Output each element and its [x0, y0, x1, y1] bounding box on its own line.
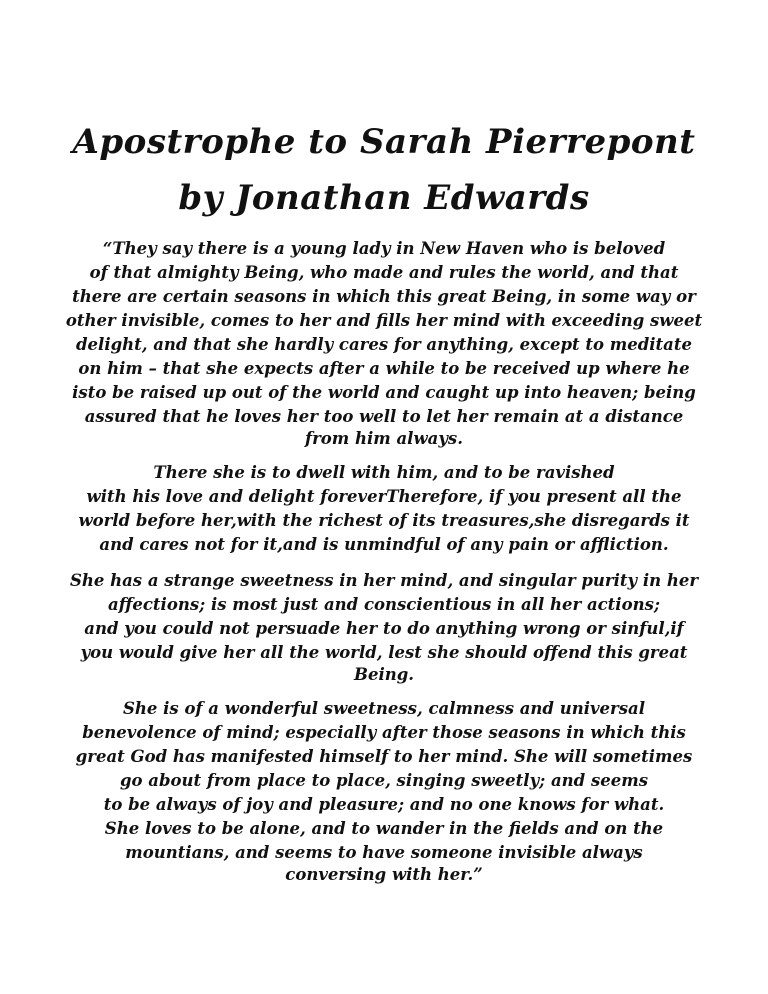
- paragraph-2-line-2: with his love and delight foreverTherefore, if you present all the: [86, 487, 682, 506]
- paragraph-2-line-1: There she is to dwell with him, and to be ravished: [153, 463, 615, 482]
- paragraph-4-line-6: She loves to be alone, and to wander in the fields and on the: [104, 819, 664, 838]
- paragraph-1-line-8: assured that he loves her too well to let her remain at a distance: [84, 407, 684, 426]
- paragraph-4-line-4: go about from place to place, singing sweetly; and seems: [119, 771, 648, 790]
- paragraph-3-line-3: and you could not persuade her to do anything wrong or sinful,if: [84, 619, 684, 638]
- paragraph-1-line-9: from him always.: [305, 429, 463, 448]
- paragraph-4-line-8: conversing with her.”: [285, 865, 483, 884]
- paragraph-1-line-3: there are certain seasons in which this great Being, in some way or: [72, 287, 696, 306]
- paragraph-4-line-1: She is of a wonderful sweetness, calmness and universal: [123, 699, 645, 718]
- paragraph-4-line-5: to be always of joy and pleasure; and no one knows for what.: [103, 795, 665, 814]
- paragraph-1-line-1: “They say there is a young lady in New Haven who is beloved: [102, 239, 666, 258]
- paragraph-1-line-2: of that almighty Being, who made and rules the world, and that: [89, 263, 679, 282]
- paragraph-1-line-4: other invisible, comes to her and fills her mind with exceeding sweet: [65, 311, 703, 330]
- paragraph-3-line-1: She has a strange sweetness in her mind, and singular purity in her: [69, 571, 699, 590]
- paragraph-3-line-5: Being.: [354, 665, 414, 684]
- paragraph-1-line-6: on him – that she expects after a while to be received up where he: [78, 359, 690, 378]
- paragraph-4-line-3: great God has manifested himself to her mind. She will sometimes: [75, 747, 693, 766]
- paragraph-3-line-4: you would give her all the world, lest she should offend this great: [80, 643, 688, 662]
- title-line-1: Apostrophe to Sarah Pierrepont: [72, 122, 696, 162]
- paragraph-2-line-4: and cares not for it,and is unmindful of any pain or affliction.: [99, 535, 669, 554]
- paragraph-4-line-7: mountians, and seems to have someone invisible always: [125, 843, 643, 862]
- paragraph-4-line-2: benevolence of mind; especially after those seasons in which this: [82, 723, 686, 742]
- title-line-2: by Jonathan Edwards: [178, 178, 590, 218]
- paragraph-3-line-2: affections; is most just and conscientious in all her actions;: [108, 595, 660, 614]
- paragraph-2-line-3: world before her,with the richest of its treasures,she disregards it: [78, 511, 690, 530]
- paragraph-1-line-5: delight, and that she hardly cares for anything, except to meditate: [76, 335, 692, 354]
- paragraph-1-line-7: isto be raised up out of the world and caught up into heaven; being: [72, 383, 696, 402]
